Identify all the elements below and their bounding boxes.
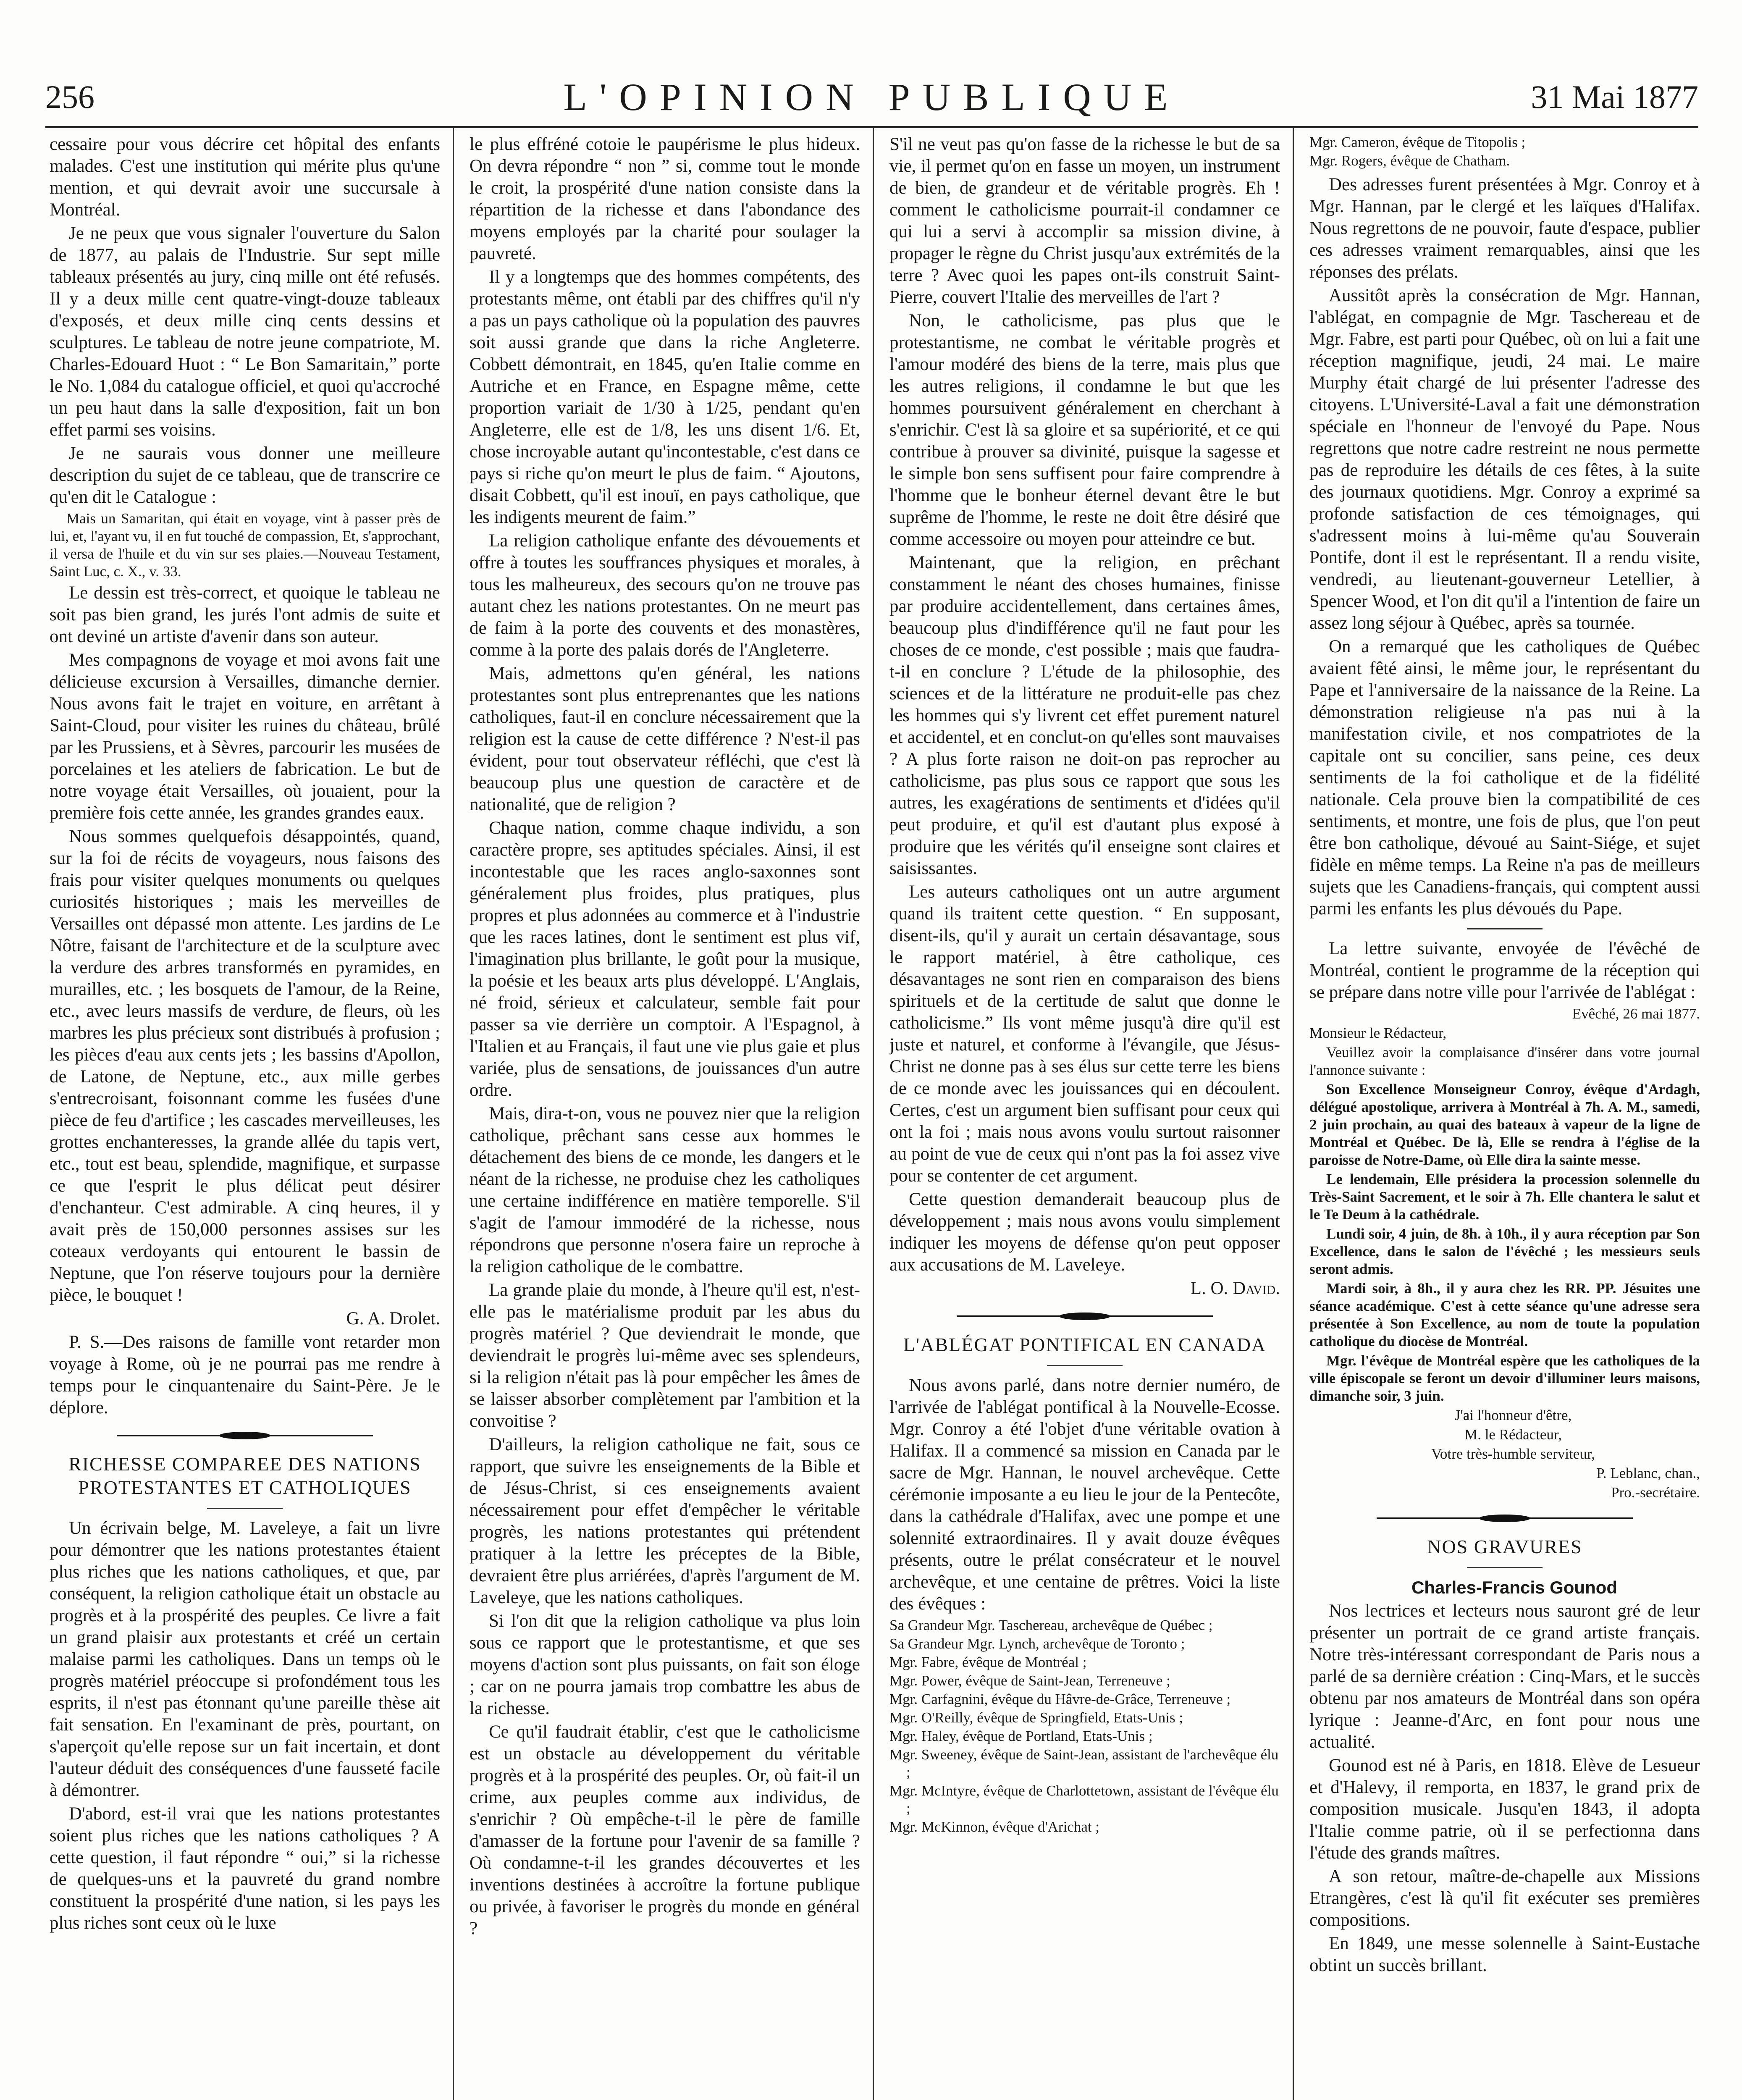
letter-salutation: Monsieur le Rédacteur, (1309, 1025, 1447, 1041)
paragraph: A son retour, maître-de-chapelle aux Missions Etrangères, c'est là qu'il fit exécuter ses premières compositions. (1309, 1866, 1700, 1930)
section-ornament (1377, 1511, 1633, 1526)
catalogue-quote: Mais un Samaritan, qui était en voyage, vint à passer près de lui, et, l'ayant vu, il en fut touché de compassion, Et, s'approchant, il versa de l'huile et du vin sur ses plaies.—Nouveau Testament, Saint Luc, c. X., v. 33. (50, 510, 440, 580)
paragraph: D'ailleurs, la religion catholique ne fait, sous ce rapport, que suivre les enseignements de la Bible et de Jésus-Christ, si ces enseignements avaient nécessairement pour effet d'empêcher le véritable progrès, les nations protestantes qui prétendent pratiquer à la lettre les préceptes de la Bible, devraient être plus arriérées, d'après l'argument de M. Laveleye, que les nations catholiques. (470, 1435, 860, 1607)
list-item: Mgr. O'Reilly, évêque de Springfield, Etats-Unis ; (889, 1709, 1183, 1726)
list-item: Mgr. Carfagnini, évêque du Hâvre-de-Grâce, Terreneuve ; (889, 1691, 1231, 1707)
list-item: Mgr. Fabre, évêque de Montréal ; (889, 1654, 1087, 1670)
section-ornament (117, 1428, 373, 1443)
paragraph: La lettre suivante, envoyée de l'évêché de Montréal, contient le programme de la réception qui se prépare dans notre ville pour l'arrivée de l'ablégat : (1309, 939, 1700, 1002)
paragraph: D'abord, est-il vrai que les nations protestantes soient plus riches que les nations catholiques ? A cette question, il faut répondre “ oui,” si la richesse de quelques-uns et la pauvreté du grand nombre constituent la prospérité d'une nation, si les pays les plus riches sont ceux où le luxe (50, 1804, 440, 1933)
paragraph: Je ne saurais vous donner une meilleure description du sujet de ce tableau, que de transcrire ce qu'en dit le Catalogue : (50, 444, 440, 507)
list-item: Mgr. McKinnon, évêque d'Arichat ; (889, 1819, 1100, 1835)
section-rule (1467, 928, 1543, 929)
paragraph: Les auteurs catholiques ont un autre argument quand ils traitent cette question. “ En supposant, disent-ils, qu'il y aurait un certain désavantage, sous le rapport matériel, à être catholique, ces désavantages ne sont rien en comparaison des biens spirituels et de la certitude de salut que donne le catholicisme.” Ils vont même jusqu'à dire qu'il est juste et naturel, et conforme à l'évangile, que Jésus-Christ ne donne pas à ses élus sur cette terre les biens de ce monde avec les jouissances qui en découlent. Certes, c'est un argument bien suffisant pour ceux qui ont la foi ; mais nous avons voulu surtout raisonner au point de vue de ceux qui n'ont pas la foi assez vive pour se contenter de cet argument. (889, 882, 1280, 1186)
paragraph: Nos lectrices et lecteurs nous sauront gré de leur présenter un portrait de ce grand artiste français. Notre très-intéressant correspondant de Paris nous a parlé de sa dernière création : Cinq-Mars, et le succès obtenu par nos amateurs de Montréal dans son opéra lyrique : Jeanne-d'Arc, en font pour nous une actualité. (1309, 1601, 1700, 1752)
list-item: Mgr. Haley, évêque de Portland, Etats-Unis ; (889, 1728, 1153, 1744)
column-divider (1293, 128, 1294, 2100)
paragraph: En 1849, une messe solennelle à Saint-Eustache obtint un succès brillant. (1309, 1934, 1700, 1975)
paragraph: Non, le catholicisme, pas plus que le protestantisme, ne combat le véritable progrès et l'amour modéré des biens de la terre, mais plus que les autres religions, il condamne le but que les hommes poursuivent généralement en cherchant à s'enrichir. C'est là sa gloire et sa supériorité, et ce qui contribue à prouver sa divinité, puisque la sagesse et le simple bon sens suffisent pour faire comprendre à l'homme que le bonheur éternel devant être le but suprême de l'homme, le reste ne doit être désiré que comme accessoire ou moyen pour atteindre ce but. (889, 311, 1280, 549)
paragraph: Nous sommes quelquefois désappointés, quand, sur la foi de récits de voyageurs, nous faisons des frais pour visiter quelques monuments ou quelques curiosités historiques ; mais les merveilles de Versailles ont dépassé mon attente. Les jardins de Le Nôtre, faisant de l'architecture et de la sculpture avec la verdure des arbres transformés en pyramides, en murailles, etc. ; les bosquets de l'amour, de la Reine, etc., avec leurs massifs de verdure, de fleurs, où les marbres les plus précieux sont distribués à profusion ; les pièces d'eau aux cents jets ; les bassins d'Apollon, de Latone, de Neptune, etc., aux mille gerbes s'entrecroisant, foisonnant comme les fusées d'une pièce de feu d'artifice ; les cascades merveilleuses, les grottes enchanteresses, la grande allée du tapis vert, etc., tout est beau, splendide, magnifique, et surpasse ce que l'esprit le plus délicat peut désirer d'enchanteur. C'est admirable. A cinq heures, il y avait près de 150,000 personnes assises sur les coteaux verdoyants qui entourent le bassin de Neptune, que l'on réserve toujours pour la dernière pièce, le bouquet ! (50, 827, 440, 1305)
paragraph: Gounod est né à Paris, en 1818. Elève de Lesueur et d'Halevy, il remporta, en 1837, le grand prix de composition musicale. Jusqu'en 1843, il adopta l'Italie comme patrie, où il se perfectionna dans l'étude des grands maîtres. (1309, 1756, 1700, 1863)
paragraph: Le dessin est très-correct, et quoique le tableau ne soit pas bien grand, les jurés l'ont admis de suite et ont deviné un artiste d'avenir dans son auteur. (50, 583, 440, 646)
paragraph: cessaire pour vous décrire cet hôpital des enfants malades. C'est une institution qui mérite plus qu'une mention, et qui devrait avoir une succursale à Montréal. (50, 134, 440, 220)
paragraph: Mais, admettons qu'en général, les nations protestantes sont plus entreprenantes que les nations catholiques, faut-il en conclure nécessairement que la religion est la cause de cette différence ? N'est-il pas évident, pour tout observateur réfléchi, que c'est là beaucoup plus une question de caractère et de nationalité, que de religion ? (470, 664, 860, 814)
paragraph: Nous avons parlé, dans notre dernier numéro, de l'arrivée de l'ablégat pontifical à la Nouvelle-Ecosse. Mgr. Conroy a été l'objet d'une véritable ovation à Halifax. Il a commencé sa mission en Canada par le sacre de Mgr. Hannan, le nouvel archevêque. Cette cérémonie imposante a eu lieu le jour de la Pentecôte, dans la cathédrale d'Halifax, avec une pompe et une solennité extraordinaires. Il y avait douze évêques présents, outre le prélat consécrateur et le nouvel archevêque, et une centaine de prêtres. Voici la liste des évêques : (889, 1376, 1280, 1614)
column-divider (453, 128, 454, 2100)
paragraph: Aussitôt après la consécration de Mgr. Hannan, l'ablégat, en compagnie de Mgr. Taschereau et de Mgr. Fabre, est parti pour Québec, où on lui a fait une réception magnifique, jeudi, 24 mai. Le maire Murphy était chargé de lui présenter l'adresse des citoyens. L'Université-Laval a fait une démonstration spéciale en l'honneur de l'envoyé du Pape. Nous regrettons que notre cadre restreint ne nous permette pas de reproduire les détails de ces fêtes, à la suite des journaux quotidiens. Mgr. Conroy a exprimé sa profonde satisfaction de ces témoignages, qui s'adressent moins à lui-même qu'au Souverain Pontife, dont il est le représentant. Il a rendu visite, vendredi, au lieutenant-gouverneur Letellier, à Spencer Wood, et l'on dit qu'il a l'intention de faire un assez long séjour à Québec, après sa tournée. (1309, 286, 1700, 633)
column-4 (1309, 134, 1700, 2100)
letter-closing: M. le Rédacteur, (1464, 1426, 1562, 1443)
masthead (45, 74, 1698, 129)
paragraph: Ce qu'il faudrait établir, c'est que le catholicisme est un obstacle au développement du véritable progrès et à la prospérité des peuples. Or, où fait-il un crime, aux peuples comme aux individus, de s'enrichir ? Où empêche-t-il le père de famille d'amasser de la fortune pour l'avenir de sa famille ? Où condamne-t-il les grandes découvertes et les inventions destinées à accroître la fortune publique ou privée, à favoriser le progrès du monde en général ? (470, 1722, 860, 1938)
paragraph: On a remarqué que les catholiques de Québec avaient fêté ainsi, le même jour, le représentant du Pape et l'anniversaire de la naissance de la Reine. La démonstration religieuse n'a pas nui à la manifestation civile, et nos compatriotes de la capitale ont su concilier, sans peine, ces deux sentiments de la foi catholique et de la fidélité nationale. Cela prouve bien la compatibilité de ces sentiments, et montre, une fois de plus, que l'on peut être bon catholique, dévoué au Saint-Siége, et sujet fidèle en même temps. La Reine n'a pas de meilleurs sujets que les Canadiens-français, qui comptent aussi parmi les enfants les plus dévoués du Pape. (1309, 637, 1700, 919)
paragraph: le plus effréné cotoie le paupérisme le plus hideux. On devra répondre “ non ” si, comme tout le monde le croit, la prospérité d'une nation consiste dans la répartition de la richesse et dans l'abondance des moyens employés par la charité pour soulager la pauvreté. (470, 134, 860, 263)
postscript: P. S.—Des raisons de famille vont retarder mon voyage à Rome, où je ne pourrai pas me rendre à temps pour le cinquantenaire du Saint-Père. Je le déplore. (50, 1332, 440, 1418)
paragraph: Un écrivain belge, M. Laveleye, a fait un livre pour démontrer que les nations protestantes étaient plus riches que les nations catholiques, et que, par conséquent, la religion catholique était un obstacle au progrès et à la prospérité des peuples. Ce livre a fait un grand plaisir aux protestants et créé un certain malaise parmi les catholiques. Dans un temps où le progrès matériel préoccupe si profondément tous les esprits, il n'est pas étonnant qu'une pareille thèse ait fait sensation. En l'examinant de près, pourtant, on s'aperçoit qu'elle repose sur un fait incertain, et dont l'auteur déduit des conséquences d'une fausseté facile à démontrer. (50, 1518, 440, 1800)
bishop-list (1309, 134, 1700, 170)
heading-rule (1467, 1567, 1543, 1568)
letter-paragraph: Veuillez avoir la complaisance d'insérer dans votre journal l'annonce suivante : (1309, 1044, 1700, 1078)
letter-date: Evêché, 26 mai 1877. (1572, 1005, 1700, 1022)
letter-signature-title: Pro.-secrétaire. (1611, 1484, 1700, 1501)
article-heading: NOS GRAVURES (1427, 1536, 1582, 1557)
list-item: Mgr. McIntyre, évêque de Charlottetown, assistant de l'évêque élu ; (889, 1782, 1279, 1816)
paragraph: Mes compagnons de voyage et moi avons fait une délicieuse excursion à Versailles, dimanche dernier. Nous avons fait le trajet en voiture, en arrêtant à Saint-Cloud, pour visiter les ruines du château, brûlé par les Prussiens, et à Sèvres, parcourir les musées de porcelaines et les ateliers de fabrication. Le but de notre voyage était Versailles, où jouaient, pour la première fois cette année, les grandes grandes eaux. (50, 650, 440, 823)
column-2 (470, 134, 860, 2100)
paragraph: La grande plaie du monde, à l'heure qu'il est, n'est-elle pas le matérialisme produit par les abus du progrès matériel ? Que deviendrait le monde, que deviendrait le progrès lui-même avec ses splendeurs, si la religion n'était pas là pour empêcher les âmes de se laisser absorber complètement par l'ambition et la convoitise ? (470, 1280, 860, 1431)
section-ornament (957, 1309, 1213, 1324)
heading-rule (207, 1508, 283, 1509)
bishop-list (889, 1617, 1280, 1836)
letter (1309, 1005, 1700, 1502)
heading-rule (1047, 1365, 1123, 1366)
letter-closing: Votre très-humble serviteur, (1431, 1446, 1595, 1462)
paragraph: Je ne peux que vous signaler l'ouverture du Salon de 1877, au palais de l'Industrie. Sur sept mille tableaux présentés au jury, cinq mille ont été refusés. Il y a deux mille cent quatre-vingt-douze tableaux d'exposés, et deux mille cinq cents dessins et sculptures. Le tableau de notre jeune compatriote, M. Charles-Edouard Huot : “ Le Bon Samaritain,” porte le No. 1,084 du catalogue officiel, et quoi qu'accroché un peu haut dans la salle d'exposition, fait un bon effet parmi ses voisins. (50, 223, 440, 440)
list-item: Sa Grandeur Mgr. Taschereau, archevêque de Québec ; (889, 1617, 1213, 1633)
newspaper-title: L'OPINION PUBLIQUE (563, 76, 1181, 118)
column-divider (873, 128, 874, 2100)
paragraph: Mais, dira-t-on, vous ne pouvez nier que la religion catholique, prêchant sans cesse aux hommes le détachement des biens de ce monde, les dangers et le néant de la richesse, ne produise chez les catholiques une certaine indifférence en matière temporelle. S'il s'agit de l'amour immodéré de la richesse, nous répondrons que personne n'osera faire un reproche à la religion catholique de le combattre. (470, 1104, 860, 1276)
list-item: Mgr. Power, évêque de Saint-Jean, Terreneuve ; (889, 1672, 1171, 1689)
author-signature: G. A. Drolet. (346, 1309, 440, 1328)
list-item: Mgr. Sweeney, évêque de Saint-Jean, assistant de l'archevêque élu ; (889, 1746, 1279, 1780)
header-rule (45, 126, 1698, 128)
article-heading: L'ABLÉGAT PONTIFICAL EN CANADA (903, 1334, 1267, 1355)
page-number: 256 (45, 79, 94, 115)
column-3 (889, 134, 1280, 2100)
paragraph: Il y a longtemps que des hommes compétents, des protestants même, ont établi par des chiffres qu'il n'y a pas un pays catholique où la population des pauvres soit aussi grande que dans la riche Angleterre. Cobbett démontrait, en 1845, qu'en Italie comme en Autriche et en France, en Espagne même, cette proportion variait de 1/30 à 1/25, pendant qu'en Angleterre, elle est de 1/8, les uns disent 1/6. Et, chose incroyable autant qu'incontestable, c'est dans ce pays si riche qu'on meurt le plus de faim. “ Ajoutons, disait Cobbett, qu'il est inouï, en pays catholique, que les indigents meurent de faim.” (470, 267, 860, 527)
paragraph: Si l'on dit que la religion catholique va plus loin sous ce rapport que le protestantisme, et que ses moyens d'action sont plus puissants, on fait son éloge ; car on ne pourra jamais trop combattre les abus de la richesse. (470, 1611, 860, 1718)
paragraph: Cette question demanderait beaucoup plus de développement ; mais nous avons voulu simplement indiquer les moyens de défense qu'on peut opposer aux accusations de M. Laveleye. (889, 1189, 1280, 1275)
paragraph: Chaque nation, comme chaque individu, a son caractère propre, ses aptitudes spéciales. Ainsi, il est incontestable que les races anglo-saxonnes sont généralement plus froides, plus pratiques, plus propres et plus adonnées au commerce et à l'industrie que les races latines, dont le sentiment est plus vif, l'imagination plus brillante, le goût pour la musique, la poésie et les beaux arts plus développé. L'Anglais, né froid, sérieux et calculateur, semble fait pour passer sa vie derrière un comptoir. A l'Espagnol, à l'Italien et au Français, il faut une vie plus gaie et plus variée, plus de sensations, de jouissances d'un autre ordre. (470, 818, 860, 1100)
letter-paragraph: Lundi soir, 4 juin, de 8h. à 10h., il y aura réception par Son Excellence, dans le salon de l'évêché ; les messieurs seuls seront admis. (1309, 1226, 1700, 1277)
list-item: Mgr. Cameron, évêque de Titopolis ; (1309, 134, 1526, 150)
letter-paragraph: Mgr. l'évêque de Montréal espère que les catholiques de la ville épiscopale se feront un devoir d'illuminer leurs maisons, dimanche soir, 3 juin. (1309, 1352, 1700, 1404)
paragraph: Des adresses furent présentées à Mgr. Conroy et à Mgr. Hannan, par le clergé et les laïques d'Halifax. Nous regrettons de ne pouvoir, faute d'espace, publier ces adresses vraiment remarquables, ainsi que les réponses des prélats. (1309, 175, 1700, 282)
list-item: Sa Grandeur Mgr. Lynch, archevêque de Toronto ; (889, 1635, 1185, 1652)
issue-date: 31 Mai 1877 (1531, 79, 1698, 115)
letter-signature: P. Leblanc, chan., (1596, 1465, 1700, 1481)
author-signature: L. O. David. (1190, 1278, 1280, 1298)
paragraph: La religion catholique enfante des dévouements et offre à toutes les souffrances physiques et morales, à tous les malheureux, des secours qu'on ne trouve pas autant chez les nations protestantes. On ne meurt pas de faim à la porte des couvents et des monastères, comme à la porte des palais dorés de l'Angleterre. (470, 531, 860, 660)
list-item: Mgr. Rogers, évêque de Chatham. (1309, 152, 1510, 169)
letter-paragraph: Le lendemain, Elle présidera la procession solennelle du Très-Saint Sacrement, et le soir à 7h. Elle chantera le salut et le Te Deum à la cathédrale. (1309, 1171, 1700, 1223)
paragraph: S'il ne veut pas qu'on fasse de la richesse le but de sa vie, il permet qu'on en fasse un moyen, un instrument de bien, de grandeur et de véritable progrès. Eh ! comment le catholicisme pourrait-il condamner ce qui lui a servi à accomplir sa mission divine, à propager le règne du Christ jusqu'aux extrémités de la terre ? Avec quoi les papes ont-ils construit Saint-Pierre, couvert l'Italie des merveilles de l'art ? (889, 134, 1280, 307)
letter-paragraph: Mardi soir, à 8h., il y aura chez les RR. PP. Jésuites une séance académique. C'est à cette séance qu'une adresse sera présentée à Son Excellence, au nom de toute la population catholique du diocèse de Montréal. (1309, 1280, 1700, 1349)
paragraph: Maintenant, que la religion, en prêchant constamment le néant des choses humaines, finisse par produire accidentellement, dans certaines âmes, beaucoup plus d'indifférence qu'il ne faut pour les choses de ce monde, c'est possible ; mais que faudra-t-il en conclure ? L'étude de la philosophie, des sciences et de la littérature ne produit-elle pas chez les hommes qui s'y livrent cet effet purement naturel et accidentel, et en conclut-on qu'elles sont mauvaises ? A plus forte raison ne doit-on pas reprocher au catholicisme, pas plus sous ce rapport que sous les autres, les exagérations de sentiments et d'idées qu'il peut produire, et qu'il est d'autant plus exposé à produire que les vérités qu'il enseigne sont claires et saisissantes. (889, 553, 1280, 878)
letter-paragraph: Son Excellence Monseigneur Conroy, évêque d'Ardagh, délégué apostolique, arrivera à Montréal à 7h. A. M., samedi, 2 juin prochain, au quai des bateaux à vapeur de la ligne de Montréal et Québec. De là, Elle se rendra à l'église de la paroisse de Notre-Dame, où Elle dira la sainte messe. (1309, 1081, 1700, 1168)
article-subheading: Charles-Francis Gounod (1411, 1578, 1618, 1597)
letter-closing: J'ai l'honneur d'être, (1454, 1407, 1572, 1423)
article-heading: RICHESSE COMPAREE DES NATIONS PROTESTANTES ET CATHOLIQUES (68, 1453, 421, 1498)
column-1 (50, 134, 440, 2100)
